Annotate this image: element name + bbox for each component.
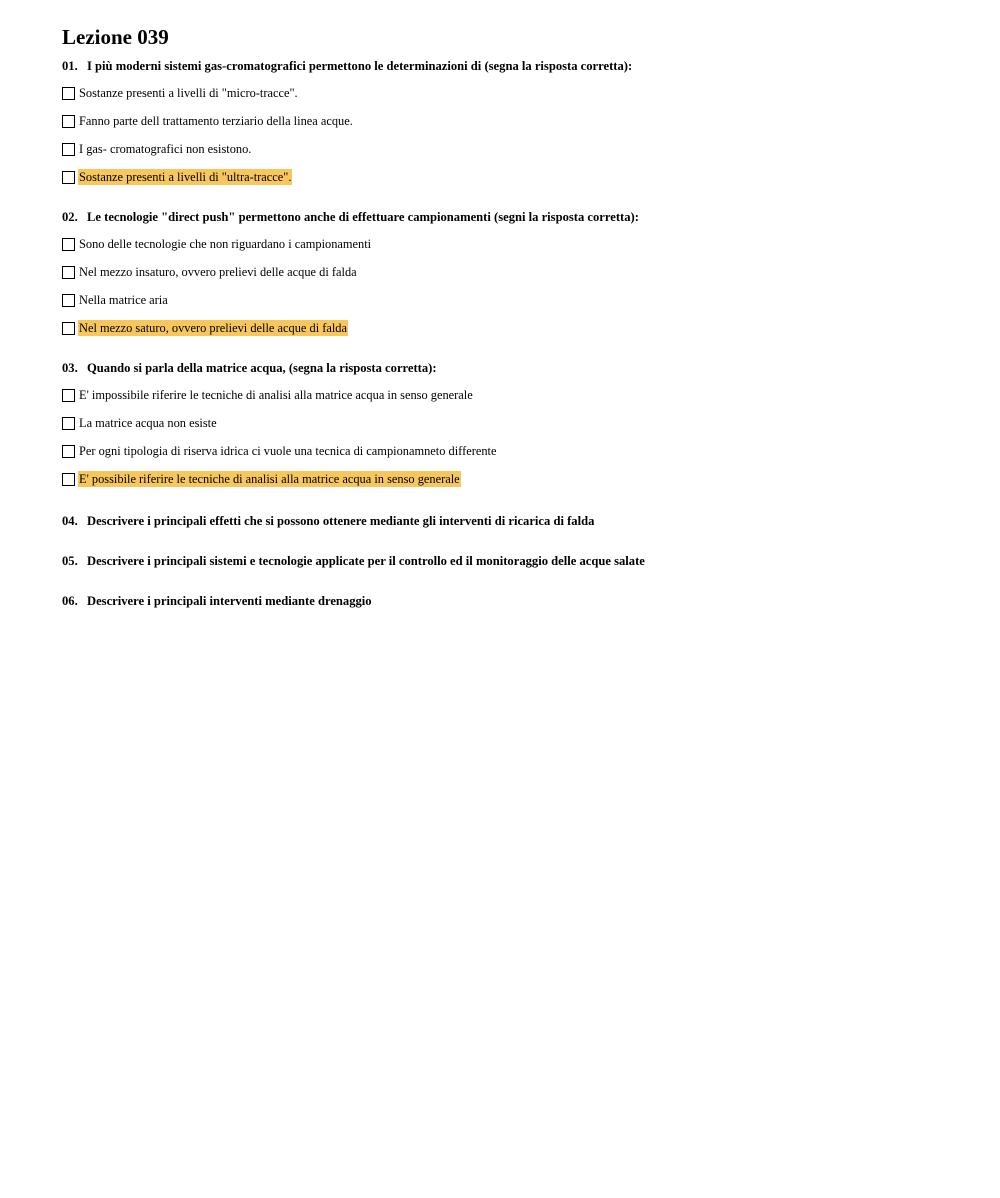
question-01	[62, 58, 962, 186]
question-text	[62, 58, 962, 74]
answer-label: Nel mezzo insaturo, ovvero prelievi delle acque di falda	[79, 265, 357, 279]
checkbox[interactable]	[62, 87, 75, 100]
checkbox[interactable]	[62, 266, 75, 279]
answer-label: I gas- cromatografici non esistono.	[79, 142, 252, 156]
checkbox[interactable]	[62, 445, 75, 458]
answer-label: Nella matrice aria	[79, 293, 168, 307]
answer-option[interactable]	[62, 112, 962, 130]
checkbox[interactable]	[62, 417, 75, 430]
answer-label-highlighted: Nel mezzo saturo, ovvero prelievi delle acque di falda	[79, 321, 348, 335]
answer-option[interactable]	[62, 84, 962, 102]
lesson-page	[62, 24, 962, 609]
answer-option-correct[interactable]	[62, 168, 962, 186]
question-prompt: Descrivere i principali sistemi e tecnologie applicate per il controllo ed il monitoraggio delle acque salate	[87, 554, 645, 568]
checkbox[interactable]	[62, 294, 75, 307]
question-prompt: Descrivere i principali effetti che si possono ottenere mediante gli interventi di ricarica di falda	[87, 514, 595, 528]
checkbox[interactable]	[62, 322, 75, 335]
question-number: 05.	[62, 554, 78, 568]
answer-option[interactable]	[62, 442, 962, 460]
answer-option[interactable]	[62, 414, 962, 432]
checkbox[interactable]	[62, 115, 75, 128]
question-04	[62, 513, 962, 529]
question-03	[62, 360, 962, 488]
answer-label: La matrice acqua non esiste	[79, 416, 217, 430]
answer-option-correct[interactable]	[62, 319, 962, 337]
answer-label: Per ogni tipologia di riserva idrica ci vuole una tecnica di campionamneto differente	[79, 444, 497, 458]
question-05	[62, 553, 962, 569]
question-number: 01.	[62, 59, 78, 73]
answer-option[interactable]	[62, 235, 962, 253]
question-prompt: Descrivere i principali interventi mediante drenaggio	[87, 594, 372, 608]
question-06	[62, 593, 962, 609]
question-02	[62, 209, 962, 337]
answer-label: Sostanze presenti a livelli di "micro-tracce".	[79, 86, 298, 100]
question-prompt: Quando si parla della matrice acqua, (segna la risposta corretta):	[87, 361, 437, 375]
answer-option[interactable]	[62, 291, 962, 309]
checkbox[interactable]	[62, 389, 75, 402]
answer-option-correct[interactable]	[62, 470, 962, 488]
question-number: 02.	[62, 210, 78, 224]
question-number: 06.	[62, 594, 78, 608]
checkbox[interactable]	[62, 238, 75, 251]
answer-label: E' impossibile riferire le tecniche di analisi alla matrice acqua in senso generale	[79, 388, 473, 402]
question-text	[62, 209, 962, 225]
answer-option[interactable]	[62, 140, 962, 158]
answer-label-highlighted: E' possibile riferire le tecniche di analisi alla matrice acqua in senso generale	[79, 472, 460, 486]
checkbox[interactable]	[62, 473, 75, 486]
question-prompt: Le tecnologie "direct push" permettono anche di effettuare campionamenti (segni la risposta corretta):	[87, 210, 639, 224]
answer-option[interactable]	[62, 263, 962, 281]
lesson-title: Lezione 039	[62, 25, 169, 49]
checkbox[interactable]	[62, 171, 75, 184]
answer-label: Fanno parte dell trattamento terziario della linea acque.	[79, 114, 353, 128]
checkbox[interactable]	[62, 143, 75, 156]
question-text	[62, 360, 962, 376]
question-prompt: I più moderni sistemi gas-cromatografici permettono le determinazioni di (segna la risposta corretta):	[87, 59, 633, 73]
answer-label: Sono delle tecnologie che non riguardano i campionamenti	[79, 237, 372, 251]
answer-label-highlighted: Sostanze presenti a livelli di "ultra-tracce".	[79, 170, 292, 184]
question-number: 04.	[62, 514, 78, 528]
answer-option[interactable]	[62, 386, 962, 404]
question-number: 03.	[62, 361, 78, 375]
